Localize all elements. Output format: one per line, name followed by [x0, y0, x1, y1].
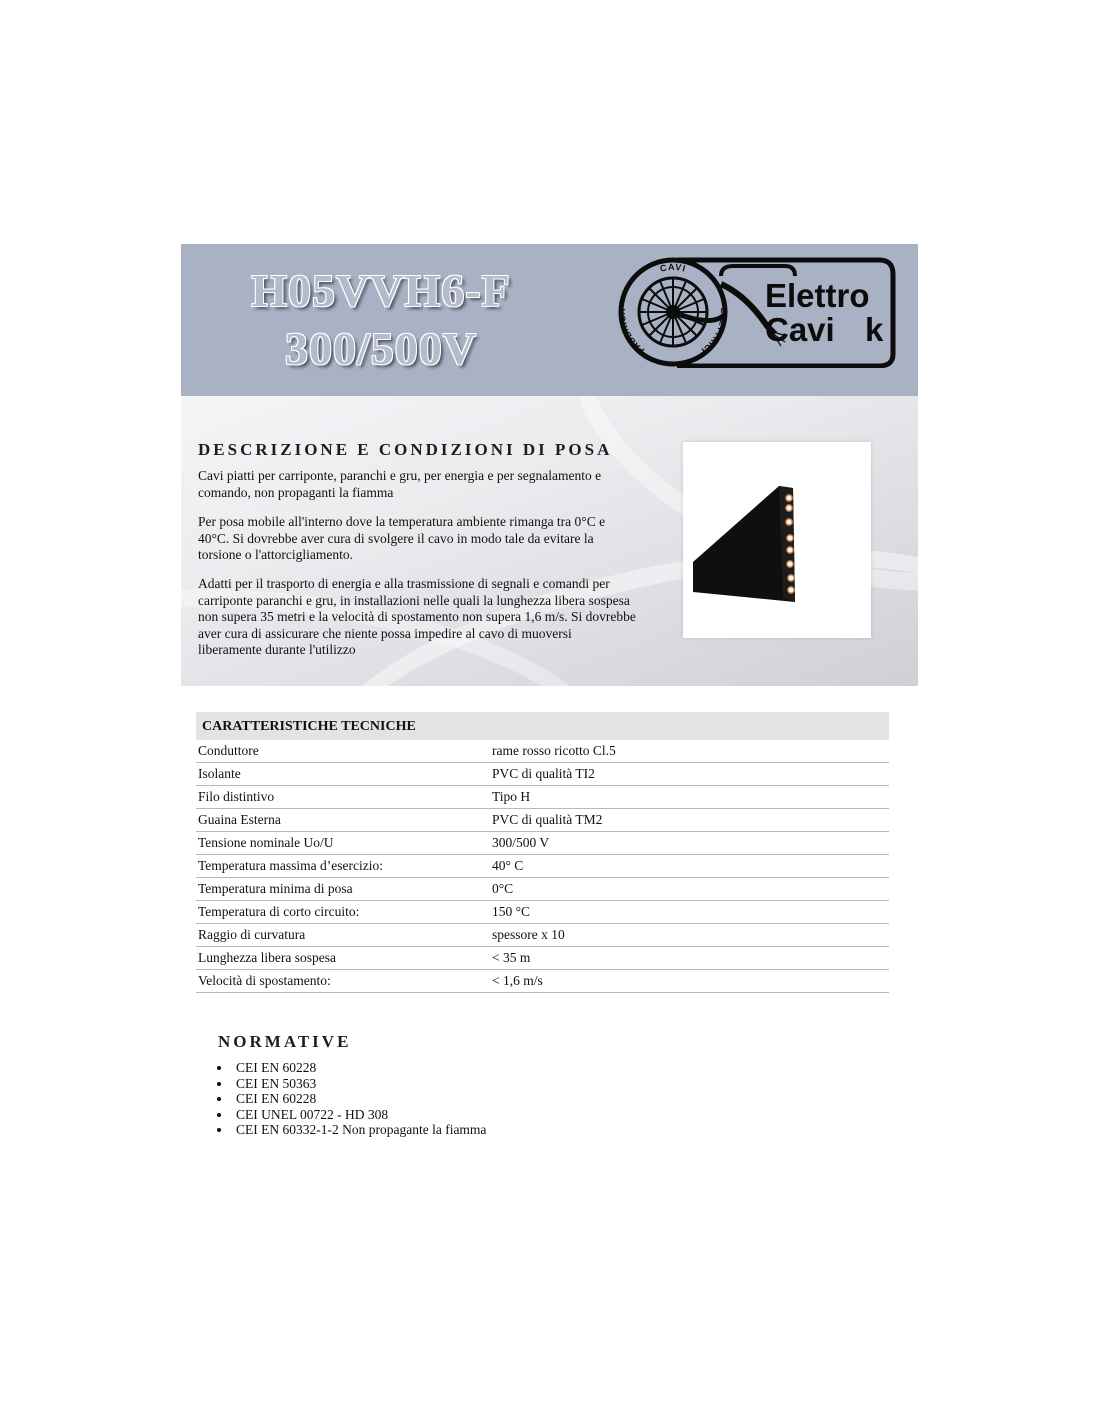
seal-text-left: FABBRICA [617, 307, 647, 356]
spec-label: Filo distintivo [198, 789, 275, 804]
spec-label: Guaina Esterna [198, 812, 281, 827]
spec-value: 40° C [492, 858, 524, 873]
table-row [196, 832, 889, 855]
description-paragraph: Adatti per il trasporto di energia e alla trasmissione di segnali e comandi per carriponte paranchi e gru, in installazioni nelle quali la lunghezza libera sospesa non supera 35 metri e la velocità di spostamento non supera 1,6 m/s. Si dovrebbe aver cura di assicurare che niente possa impedire al cavo di muoversi liberamente durante l'utilizzo [198, 576, 636, 657]
description-paragraph: Cavi piatti per carriponte, paranchi e gru, per energia e per segnalamento e comando, non propaganti la fiamma [198, 468, 602, 500]
specs-heading: CARATTERISTICHE TECNICHE [196, 712, 889, 740]
spec-label: Velocità di spostamento: [198, 973, 331, 988]
spec-value: 0°C [492, 881, 514, 896]
normative-list [236, 1060, 486, 1138]
list-item: CEI EN 60228 [236, 1091, 486, 1107]
company-logo [617, 256, 899, 368]
logo-word-cavi: Cavi [765, 311, 835, 348]
table-row [196, 740, 889, 763]
specs-rows [196, 740, 889, 993]
spec-label: Tensione nominale Uo/U [198, 835, 334, 850]
technical-specs-table [196, 712, 889, 993]
table-row [196, 809, 889, 832]
logo-word-k: k [865, 311, 884, 348]
table-row [196, 901, 889, 924]
spec-value: < 1,6 m/s [492, 973, 543, 988]
spec-label: Isolante [198, 766, 241, 781]
spec-value: Tipo H [492, 789, 531, 804]
description-panel [181, 396, 918, 686]
spec-label: Temperatura massima d’esercizio: [198, 858, 383, 873]
table-row [196, 878, 889, 901]
list-item: CEI EN 60228 [236, 1060, 486, 1076]
spec-label: Temperatura minima di posa [198, 881, 353, 896]
list-item: CEI UNEL 00722 - HD 308 [236, 1107, 486, 1123]
product-voltage: 300/500V [285, 323, 477, 374]
normative-heading: NORMATIVE [218, 1032, 352, 1051]
spec-value: rame rosso ricotto Cl.5 [492, 743, 616, 758]
table-row [196, 763, 889, 786]
header-banner [181, 244, 918, 396]
table-row [196, 786, 889, 809]
spec-label: Conduttore [198, 743, 259, 758]
spec-value: 150 °C [492, 904, 531, 919]
spec-value: PVC di qualità TI2 [492, 766, 595, 781]
product-code: H05VVH6-F [251, 265, 511, 316]
cable-photo [683, 442, 871, 638]
spec-label: Temperatura di corto circuito: [198, 904, 360, 919]
description-paragraph: Per posa mobile all'interno dove la temperatura ambiente rimanga tra 0°C e 40°C. Si dovrebbe aver cura di svolgere il cavo in modo tale da evitare la torsione o l'attorcigliamento. [198, 514, 606, 562]
spec-value: 300/500 V [492, 835, 550, 850]
spec-value: PVC di qualità TM2 [492, 812, 603, 827]
spec-label: Lunghezza libera sospesa [198, 950, 336, 965]
table-row [196, 970, 889, 993]
spec-value: < 35 m [492, 950, 531, 965]
flat-cable-image [683, 442, 871, 638]
table-row [196, 855, 889, 878]
list-item: CEI EN 60332-1-2 Non propagante la fiamma [236, 1122, 487, 1137]
spec-label: Raggio di curvatura [198, 927, 306, 942]
product-title [211, 262, 551, 378]
seal-text-right: ELETTRICI [699, 307, 730, 356]
list-item: CEI EN 50363 [236, 1076, 486, 1092]
seal-text-top: CAVI [659, 261, 688, 274]
description-heading: DESCRIZIONE E CONDIZIONI DI POSA [198, 440, 613, 459]
table-row [196, 924, 889, 947]
logo-word-elettro: Elettro [765, 277, 870, 314]
spec-value: spessore x 10 [492, 927, 565, 942]
table-row [196, 947, 889, 970]
